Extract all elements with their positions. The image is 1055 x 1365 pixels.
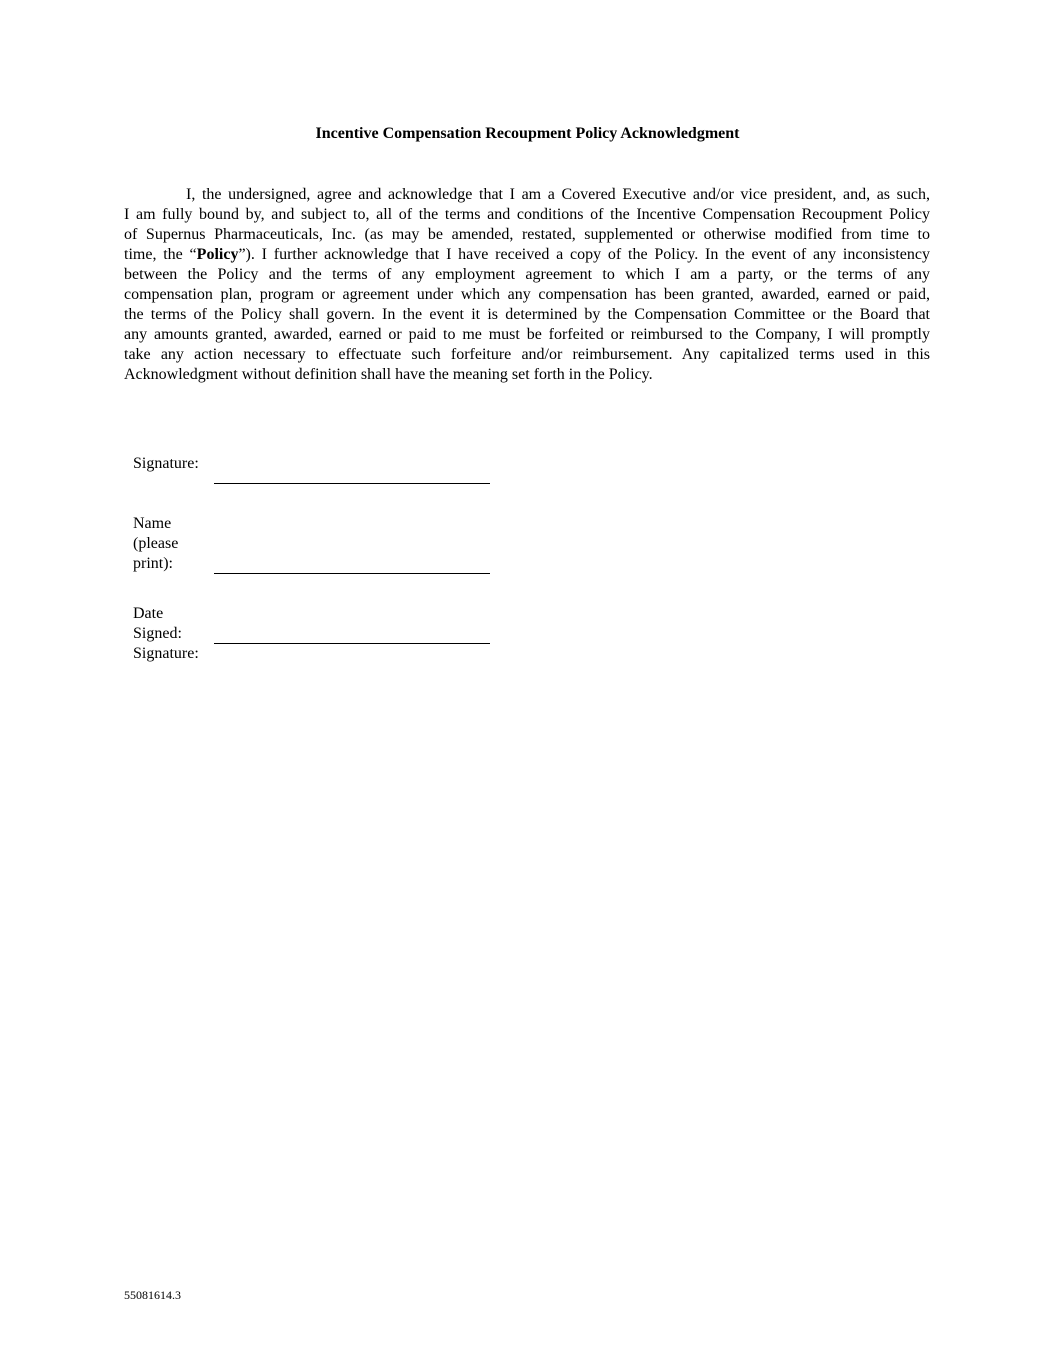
policy-term: Policy	[196, 246, 239, 263]
label-line: Date	[133, 605, 164, 622]
document-title: Incentive Compensation Recoupment Policy Acknowledgment	[315, 125, 740, 142]
label-line: (please	[133, 535, 179, 552]
text: time, the “	[124, 246, 197, 263]
date-label	[133, 604, 199, 664]
paragraph-line	[124, 245, 930, 265]
label-line: print):	[133, 555, 173, 572]
label-line: Name	[133, 515, 172, 532]
signature-line[interactable]	[214, 483, 490, 484]
acknowledgment-paragraph	[124, 185, 930, 385]
label-line: Signed:	[133, 625, 182, 642]
paragraph-line: I, the undersigned, agree and acknowledge that I am a Covered Executive and/or vice president, and, as such,	[186, 186, 930, 203]
name-label	[133, 514, 178, 574]
text: ”). I further acknowledge that I have received a copy of the Policy. In the event of any inconsistency	[238, 246, 931, 263]
date-line[interactable]	[214, 643, 490, 644]
label-line: Signature:	[133, 645, 199, 662]
paragraph-line: any amounts granted, awarded, earned or paid to me must be forfeited or reimbursed to the Company, I will promptly	[124, 326, 930, 343]
paragraph-line: I am fully bound by, and subject to, all of the terms and conditions of the Incentive Compensation Recoupment Policy	[124, 206, 930, 223]
paragraph-line: take any action necessary to effectuate such forfeiture and/or reimbursement. Any capitalized terms used in this	[124, 346, 930, 363]
name-line[interactable]	[214, 573, 490, 574]
paragraph-line: the terms of the Policy shall govern. In the event it is determined by the Compensation Committee or the Board that	[124, 306, 930, 323]
paragraph-line: between the Policy and the terms of any employment agreement to which I am a party, or the terms of any	[124, 266, 930, 283]
signature-label: Signature:	[133, 455, 199, 472]
paragraph-line: compensation plan, program or agreement under which any compensation has been granted, awarded, earned or paid,	[124, 286, 930, 303]
paragraph-line: Acknowledgment without definition shall have the meaning set forth in the Policy.	[124, 366, 653, 383]
document-id: 55081614.3	[124, 1288, 181, 1302]
paragraph-line: of Supernus Pharmaceuticals, Inc. (as may be amended, restated, supplemented or otherwise modified from time to	[124, 226, 930, 243]
